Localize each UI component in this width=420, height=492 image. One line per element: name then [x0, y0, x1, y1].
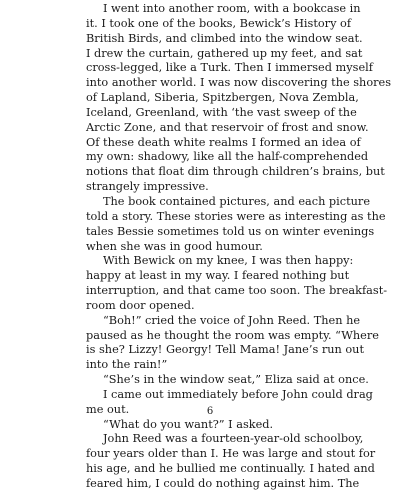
text-line: into another world. I was now discovering the shores: [86, 76, 392, 90]
text-line: strangely impressive.: [86, 180, 209, 194]
text-line: four years older than I. He was large and stout for: [86, 447, 376, 461]
text-line: of Lapland, Siberia, Spitzbergen, Nova Zembla,: [86, 91, 359, 105]
text-line: cross-legged, like a Turk. Then I immersed myself: [86, 61, 373, 75]
text-line: “Boh!” cried the voice of John Reed. Then he: [103, 313, 361, 327]
text-line: The book contained pictures, and each picture: [103, 194, 371, 208]
text-line: Of these death white realms I formed an idea of: [86, 135, 361, 149]
text-line: “She’s in the window seat,” Eliza said at once.: [103, 373, 369, 387]
page-number: 6: [206, 406, 214, 417]
text-line: John Reed was a fourteen-year-old schoolboy,: [103, 432, 364, 446]
text-line: is she? Lizzy! Georgy! Tell Mama! Jane’s run out: [86, 343, 364, 357]
text-line: told a story. These stories were as interesting as the: [86, 209, 386, 223]
text-line: when she was in good humour.: [86, 239, 263, 253]
text-line: Iceland, Greenland, with ‘the vast sweep of the: [86, 105, 357, 119]
text-line: feared him, I could do nothing against him. The: [86, 477, 360, 490]
text-line: room door opened.: [86, 298, 195, 312]
text-line: Arctic Zone, and that reservoir of frost and snow.: [86, 120, 369, 134]
text-line: With Bewick on my knee, I was then happy:: [103, 254, 354, 268]
text-line: tales Bessie sometimes told us on winter evenings: [86, 224, 375, 238]
text-line: happy at least in my way. I feared nothing but: [86, 269, 350, 283]
text-line: interruption, and that came too soon. The breakfast-: [86, 284, 388, 298]
text-line: I drew the curtain, gathered up my feet, and sat: [86, 46, 363, 60]
text-line: paused as he thought the room was empty. “Where: [86, 328, 379, 342]
text-line: my own: shadowy, like all the half-comprehended: [86, 150, 369, 164]
text-line: his age, and he bullied me continually. I hated and: [86, 462, 375, 476]
text-line: into the rain!”: [86, 358, 168, 372]
text-line: me out.: [86, 402, 130, 416]
text-line: I went into another room, with a bookcase in: [103, 2, 361, 15]
text-line: it. I took one of the books, Bewick’s History of: [86, 16, 352, 30]
text-line: notions that float dim through children’s brains, but: [86, 165, 385, 179]
text-line: British Birds, and climbed into the window seat.: [86, 31, 363, 45]
body-text: [86, 2, 392, 492]
text-line: “What do you want?” I asked.: [103, 417, 274, 431]
text-line: I came out immediately before John could drag: [103, 387, 373, 401]
